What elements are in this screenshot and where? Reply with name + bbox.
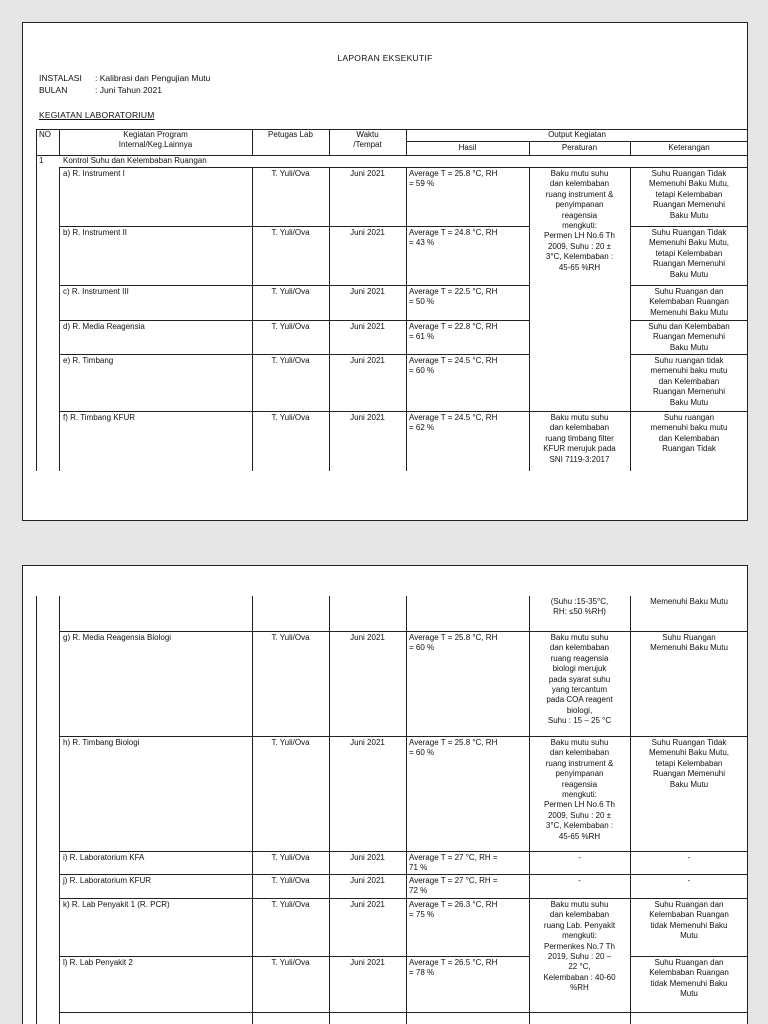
row-petugas: T. Yuli/Ova xyxy=(271,958,310,967)
row-petugas: T. Yuli/Ova xyxy=(271,169,310,178)
bulan-label: BULAN xyxy=(39,85,68,95)
row-waktu: Juni 2021 xyxy=(350,876,385,885)
row-waktu: Juni 2021 xyxy=(350,413,385,422)
row-hasil: Average T = 26.5 °C, RH = 78 % xyxy=(409,958,498,978)
row-petugas: T. Yuli/Ova xyxy=(271,413,310,422)
row-petugas: T. Yuli/Ova xyxy=(271,228,310,237)
header-kegiatan-line1: Kegiatan Program xyxy=(123,130,188,139)
row-item: d) R. Media Reagensia xyxy=(63,322,145,331)
row-hasil: Average T = 25.8 °C, RH = 60 % xyxy=(409,633,498,653)
header-no: NO xyxy=(39,130,51,139)
row-petugas: T. Yuli/Ova xyxy=(271,876,310,885)
row-waktu: Juni 2021 xyxy=(350,958,385,967)
row-waktu: Juni 2021 xyxy=(350,633,385,642)
row-petugas: T. Yuli/Ova xyxy=(271,322,310,331)
section-title: KEGIATAN LABORATORIUM xyxy=(39,110,155,120)
row-item: i) R. Laboratorium KFA xyxy=(63,853,145,862)
row-keterangan: Suhu ruangan tidak memenuhi baku mutu dan Kelembaban Ruangan Memenuhi Baku Mutu xyxy=(650,356,728,407)
report-title: LAPORAN EKSEKUTIF xyxy=(337,53,433,63)
header-peraturan: Peraturan xyxy=(561,143,598,152)
row-item: g) R. Media Reagensia Biologi xyxy=(63,633,172,642)
row-waktu: Juni 2021 xyxy=(350,853,385,862)
row-hasil: Average T = 24.5 °C, RH = 62 % xyxy=(409,413,498,433)
header-petugas: Petugas Lab xyxy=(268,130,313,139)
row-item: a) R. Instrument I xyxy=(63,169,125,178)
row-item: b) R. Instrument II xyxy=(63,228,128,237)
row-hasil: Average T = 25.8 °C, RH = 60 % xyxy=(409,738,498,758)
row-keterangan: Suhu ruangan memenuhi baku mutu dan Kelembaban Ruangan Tidak xyxy=(650,413,728,454)
row-item: e) R. Timbang xyxy=(63,356,114,365)
row-waktu: Juni 2021 xyxy=(350,356,385,365)
row-item: l) R. Lab Penyakit 2 xyxy=(63,958,133,967)
row-keterangan: Suhu Ruangan dan Kelembaban Ruangan tidak Memenuhi Baku Mutu xyxy=(649,958,729,999)
instalasi-label: INSTALASI xyxy=(39,73,82,83)
row-peraturan: - xyxy=(578,853,581,862)
row-item: j) R. Laboratorium KFUR xyxy=(63,876,152,885)
bulan-line xyxy=(39,85,162,95)
peraturan-penyakit: Baku mutu suhu dan kelembaban ruang Lab. Penyakit mengkuti: Permenkes No.7 Th 2019, Suhu : 20 – 22 °C, Kelembaban : 40-60 %RH xyxy=(543,900,616,993)
peraturan-instrument: Baku mutu suhu dan kelembaban ruang instrument & penyimpanan reagensia mengkuti: Permen LH No.6 Th 2009, Suhu : 20 ± 3°C, Kelembaban : 45-65 %RH xyxy=(544,169,615,272)
row-peraturan: Baku mutu suhu dan kelembaban ruang instrument & penyimpanan reagensia mengkuti: Permen LH No.6 Th 2009, Suhu : 20 ± 3°C, Kelembaban : 45-65 %RH xyxy=(544,738,615,841)
row-hasil: Average T = 27 °C, RH = 71 % xyxy=(409,853,498,873)
header-waktu-line2: /Tempat xyxy=(353,140,382,150)
row-keterangan: - xyxy=(687,853,691,862)
row-keterangan: Suhu Ruangan Memenuhi Baku Mutu xyxy=(650,633,728,653)
row-petugas: T. Yuli/Ova xyxy=(271,356,310,365)
row-waktu: Juni 2021 xyxy=(350,322,385,331)
row-petugas: T. Yuli/Ova xyxy=(271,287,310,296)
row-petugas: T. Yuli/Ova xyxy=(271,738,310,747)
row-hasil: Average T = 22.5 °C, RH = 50 % xyxy=(409,287,498,307)
row-hasil: Average T = 25.8 °C, RH = 59 % xyxy=(409,169,498,189)
peraturan-kfur: Baku mutu suhu dan kelembaban ruang timbang filter KFUR merujuk pada SNI 7119-3:2017 xyxy=(543,413,616,464)
header-waktu-line1: Waktu xyxy=(356,130,379,139)
row-peraturan: - xyxy=(578,876,581,885)
continuation-peraturan: (Suhu :15-35°C, RH: ≤50 %RH) xyxy=(550,597,609,617)
row-item: f) R. Timbang KFUR xyxy=(63,413,136,422)
continuation-keterangan: Memenuhi Baku Mutu xyxy=(650,597,728,606)
row-peraturan: Baku mutu suhu dan kelembaban ruang reagensia biologi merujuk pada syarat suhu yang tercantum pada COA reagent biologi, Suhu : 15 – 25 °C xyxy=(546,633,613,726)
report-page-2 xyxy=(22,565,748,1024)
row-waktu: Juni 2021 xyxy=(350,169,385,178)
row-keterangan: Suhu Ruangan Tidak Memenuhi Baku Mutu, tetapi Kelembaban Ruangan Memenuhi Baku Mutu xyxy=(648,738,730,789)
row-petugas: T. Yuli/Ova xyxy=(271,900,310,909)
row-waktu: Juni 2021 xyxy=(350,228,385,237)
header-kegiatan-line2: Internal/Keg.Lainnya xyxy=(118,140,193,150)
header-hasil: Hasil xyxy=(458,143,477,152)
row-keterangan: Suhu Ruangan Tidak Memenuhi Baku Mutu, tetapi Kelembaban Ruangan Memenuhi Baku Mutu xyxy=(648,169,730,220)
bulan-value: : Juni Tahun 2021 xyxy=(95,85,162,95)
row-waktu: Juni 2021 xyxy=(350,287,385,296)
header-waktu xyxy=(329,130,406,151)
row-keterangan: Suhu Ruangan dan Kelembaban Ruangan Memenuhi Baku Mutu xyxy=(649,287,729,317)
row-item: h) R. Timbang Biologi xyxy=(63,738,140,747)
row-waktu: Juni 2021 xyxy=(350,900,385,909)
header-kegiatan xyxy=(59,130,252,151)
row-keterangan: Suhu dan Kelembaban Ruangan Memenuhi Baku Mutu xyxy=(648,322,730,352)
row-hasil: Average T = 26.3 °C, RH = 75 % xyxy=(409,900,498,920)
group-no: 1 xyxy=(39,156,44,165)
row-item: c) R. Instrument III xyxy=(63,287,129,296)
row-keterangan: Suhu Ruangan dan Kelembaban Ruangan tidak Memenuhi Baku Mutu xyxy=(649,900,729,941)
report-page-1 xyxy=(22,22,748,521)
instalasi-value: : Kalibrasi dan Pengujian Mutu xyxy=(95,73,211,83)
row-keterangan: - xyxy=(687,876,691,885)
row-hasil: Average T = 22.8 °C, RH = 61 % xyxy=(409,322,498,342)
row-waktu: Juni 2021 xyxy=(350,738,385,747)
row-item: k) R. Lab Penyakit 1 (R. PCR) xyxy=(63,900,170,909)
header-keterangan: Keterangan xyxy=(668,143,710,152)
row-hasil: Average T = 27 °C, RH = 72 % xyxy=(409,876,498,896)
instalasi-line xyxy=(39,73,210,83)
row-hasil: Average T = 24.8 °C, RH = 43 % xyxy=(409,228,498,248)
row-petugas: T. Yuli/Ova xyxy=(271,853,310,862)
row-hasil: Average T = 24.5 °C, RH = 60 % xyxy=(409,356,498,376)
group-label: Kontrol Suhu dan Kelembaban Ruangan xyxy=(63,156,207,165)
row-petugas: T. Yuli/Ova xyxy=(271,633,310,642)
header-output: Output Kegiatan xyxy=(548,130,606,139)
row-keterangan: Suhu Ruangan Tidak Memenuhi Baku Mutu, tetapi Kelembaban Ruangan Memenuhi Baku Mutu xyxy=(648,228,730,279)
